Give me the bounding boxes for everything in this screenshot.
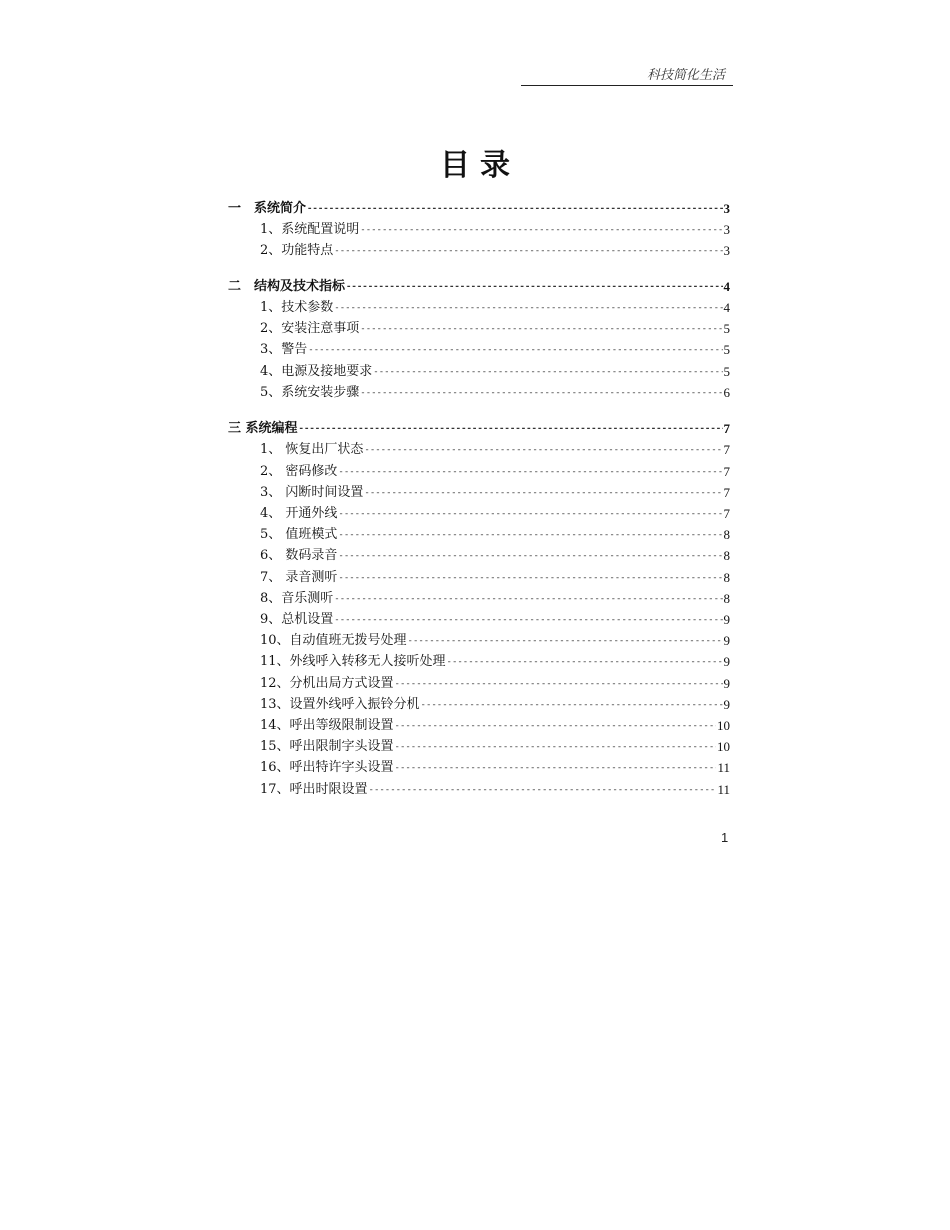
toc-page-number: 9 [723, 676, 730, 691]
dot-leader [373, 363, 722, 381]
dot-leader [395, 717, 716, 735]
toc-entry-label: 1、 恢复出厂状态 [260, 442, 364, 457]
toc-entry-label: 2、功能特点 [260, 243, 334, 258]
toc-section-1[interactable] [228, 200, 730, 218]
dot-leader [369, 781, 717, 799]
toc-entry[interactable] [260, 299, 730, 317]
dot-leader [395, 738, 716, 756]
toc-entry-label: 11、外线呼入转移无人接听处理 [260, 654, 446, 669]
toc-entry-label: 16、呼出特许字头设置 [260, 760, 394, 775]
toc-entry-label: 7、 录音测听 [260, 570, 338, 585]
running-header: 科技简化生活 [646, 68, 725, 83]
toc-entry[interactable] [260, 484, 730, 502]
dot-leader [338, 569, 722, 587]
dot-leader [364, 441, 722, 459]
toc-entry-label: 9、总机设置 [260, 612, 334, 627]
toc-page-number: 7 [723, 506, 730, 521]
toc-entry-label: 6、 数码录音 [260, 548, 338, 563]
toc-section-3[interactable] [228, 420, 730, 438]
toc-page-number: 8 [723, 527, 730, 542]
dot-leader [447, 653, 723, 671]
toc-page-number: 5 [723, 321, 730, 336]
toc-entry[interactable] [260, 759, 730, 777]
toc-entry[interactable] [260, 441, 730, 459]
toc-entry[interactable] [260, 221, 730, 239]
dot-leader [334, 611, 722, 629]
dot-leader [308, 341, 722, 359]
dot-leader [360, 384, 722, 402]
toc-entry-label: 14、呼出等级限制设置 [260, 718, 394, 733]
dot-leader [421, 696, 723, 714]
dot-leader [299, 420, 723, 438]
toc-entry[interactable] [260, 526, 730, 544]
dot-leader [360, 221, 722, 239]
toc-entry-label: 10、自动值班无拨号处理 [260, 633, 407, 648]
toc-entry[interactable] [260, 341, 730, 359]
toc-entry[interactable] [260, 653, 730, 671]
toc-entry[interactable] [260, 363, 730, 381]
toc-entry-label: 12、分机出局方式设置 [260, 676, 394, 691]
toc-entry-label: 17、呼出时限设置 [260, 782, 368, 797]
toc-page-number: 11 [717, 760, 730, 775]
toc-entry[interactable] [260, 320, 730, 338]
dot-leader [334, 299, 722, 317]
dot-leader [408, 632, 723, 650]
header-rule [521, 85, 733, 86]
toc-entry[interactable] [260, 569, 730, 587]
toc-entry-label: 4、 开通外线 [260, 506, 338, 521]
toc-section-label: 三 系统编程 [228, 421, 298, 436]
dot-leader [334, 242, 722, 260]
toc-page-number: 8 [723, 591, 730, 606]
toc-entry-label: 5、系统安装步骤 [260, 385, 360, 400]
toc-entry-label: 1、系统配置说明 [260, 222, 360, 237]
toc-entry-label: 8、音乐测听 [260, 591, 334, 606]
dot-leader [338, 505, 722, 523]
toc-section-label: 一 系统简介 [228, 201, 307, 216]
toc-page-number: 11 [717, 782, 730, 797]
dot-leader [364, 484, 722, 502]
toc-page-number: 10 [717, 739, 730, 754]
dot-leader [338, 547, 722, 565]
dot-leader [338, 463, 722, 481]
toc-page-number: 9 [723, 633, 730, 648]
page-number: 1 [721, 830, 729, 845]
toc-page-number: 6 [723, 385, 730, 400]
toc-entry-label: 3、 闪断时间设置 [260, 485, 364, 500]
toc-page-number: 7 [723, 485, 730, 500]
toc-page-number: 5 [723, 342, 730, 357]
toc-page-number: 4 [723, 279, 730, 294]
toc-page-number: 7 [723, 421, 730, 436]
toc-entry[interactable] [260, 675, 730, 693]
toc-page-number: 9 [723, 654, 730, 669]
toc-entry-label: 5、 值班模式 [260, 527, 338, 542]
dot-leader [338, 526, 722, 544]
toc-section-2[interactable] [228, 278, 730, 296]
toc-page-number: 7 [723, 464, 730, 479]
toc-page-number: 8 [723, 570, 730, 585]
toc-page-number: 10 [717, 718, 730, 733]
dot-leader [360, 320, 722, 338]
toc-entry[interactable] [260, 505, 730, 523]
toc-page-number: 8 [723, 548, 730, 563]
toc-page-number: 4 [723, 300, 730, 315]
toc-entry[interactable] [260, 781, 730, 799]
toc-page-number: 3 [723, 243, 730, 258]
toc-entry[interactable] [260, 632, 730, 650]
toc-title: 目录 [440, 148, 520, 183]
toc-entry-label: 13、设置外线呼入振铃分机 [260, 697, 420, 712]
toc-entry[interactable] [260, 696, 730, 714]
toc-entry[interactable] [260, 384, 730, 402]
toc-entry-label: 4、电源及接地要求 [260, 364, 373, 379]
dot-leader [346, 278, 722, 296]
toc-entry[interactable] [260, 717, 730, 735]
toc-entry-label: 1、技术参数 [260, 300, 334, 315]
toc-page-number: 9 [723, 612, 730, 627]
toc-entry[interactable] [260, 611, 730, 629]
toc-entry[interactable] [260, 463, 730, 481]
toc-page-number: 9 [723, 697, 730, 712]
dot-leader [307, 200, 722, 218]
toc-entry[interactable] [260, 738, 730, 756]
toc-entry-label: 2、 密码修改 [260, 464, 338, 479]
toc-entry[interactable] [260, 242, 730, 260]
toc-entry[interactable] [260, 547, 730, 565]
dot-leader [395, 675, 723, 693]
toc-section-label: 二 结构及技术指标 [228, 279, 346, 294]
toc-page-number: 5 [723, 364, 730, 379]
toc-page-number: 3 [723, 201, 730, 216]
toc-entry-label: 3、警告 [260, 342, 308, 357]
dot-leader [334, 590, 722, 608]
toc-page-number: 3 [723, 222, 730, 237]
dot-leader [395, 759, 717, 777]
toc-page-number: 7 [723, 442, 730, 457]
toc-entry-label: 2、安装注意事项 [260, 321, 360, 336]
toc-entry-label: 15、呼出限制字头设置 [260, 739, 394, 754]
toc-entry[interactable] [260, 590, 730, 608]
